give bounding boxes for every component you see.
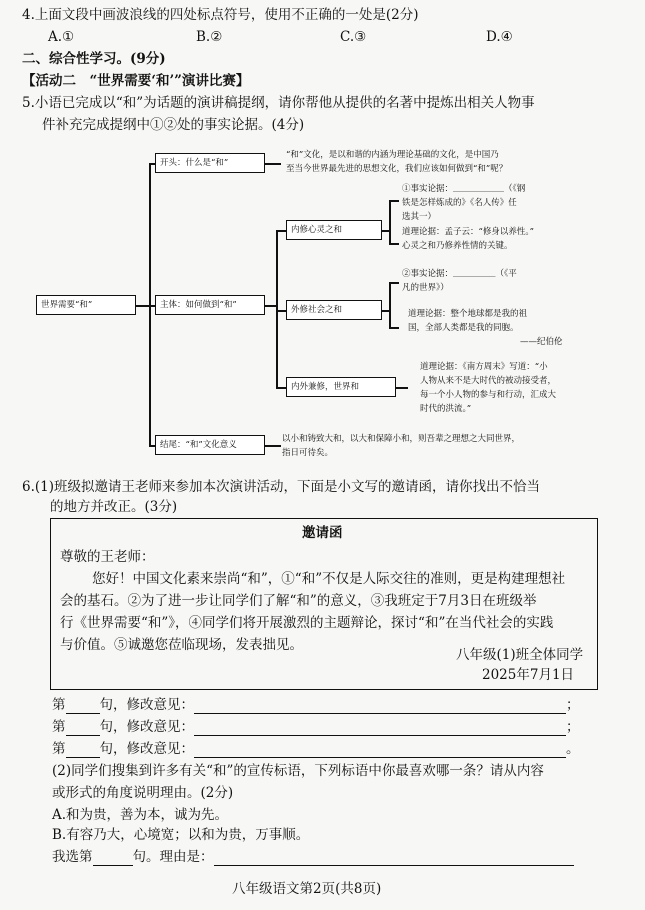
sub1-text-5: 心灵之和乃修养性情的关键。 bbox=[402, 241, 513, 251]
answer-line-3 bbox=[52, 740, 580, 758]
end-text-1: 以小和铸致大和，以大和保障小和，则吾辈之理想之大同世界， bbox=[282, 434, 521, 444]
letter-body-line3: 行《世界需要“和”》，④同学们将开展激烈的主题辩论，探讨“和”在当代社会的实践 bbox=[60, 615, 554, 631]
sentence-number-blank[interactable] bbox=[66, 743, 100, 758]
activity-heading: 【活动二 “世界需要‘和’”演讲比赛】 bbox=[22, 73, 250, 89]
letter-body-line2: 会的基石。②为了进一步让同学们了解“和”的意义，③我班定于7月3日在班级举 bbox=[60, 593, 537, 609]
outline-body: 主体：如何做到“和” bbox=[155, 295, 265, 315]
sub2-text-5: ——纪伯伦 bbox=[520, 337, 563, 347]
sentence-number-blank[interactable] bbox=[66, 699, 100, 714]
answer-prefix: 第 bbox=[52, 697, 66, 713]
answer-end: ； bbox=[566, 719, 580, 735]
answer-label: 句，修改意见： bbox=[99, 719, 194, 735]
connector bbox=[389, 200, 391, 244]
letter-salutation: 尊敬的王老师： bbox=[60, 549, 155, 565]
q4-option-d: D.④ bbox=[486, 29, 513, 45]
sub3-text-3: 每一个小人物的参与和行动，汇成大 bbox=[420, 390, 557, 400]
outline-sub2: 外修社会之和 bbox=[286, 300, 382, 320]
connector bbox=[396, 387, 408, 389]
letter-body-line4: 与价值。⑤诚邀您莅临现场，发表拙见。 bbox=[60, 637, 303, 653]
choice-line bbox=[52, 848, 574, 866]
outline-root: 世界需要“和” bbox=[36, 295, 136, 315]
slogan-option-a: A.和为贵，善为本，诚为先。 bbox=[52, 807, 229, 823]
q4-option-c: C.③ bbox=[340, 29, 367, 45]
sub3-text-1: 道理论据：《南方周末》写道：“小 bbox=[420, 362, 548, 372]
letter-signature: 八年级(1)班全体同学 bbox=[456, 647, 584, 663]
answer-line-2 bbox=[52, 718, 580, 736]
answer-label: 句，修改意见： bbox=[99, 697, 194, 713]
q4-option-b: B.② bbox=[196, 29, 223, 45]
revision-blank[interactable] bbox=[194, 743, 566, 758]
sub3-text-2: 人物从来不是大时代的被动接受者， bbox=[420, 376, 557, 386]
q6-part1-line1: 6.(1)班级拟邀请王老师来参加本次演讲活动，下面是小文写的邀请函，请你找出不恰当 bbox=[22, 479, 541, 495]
sub1-text-4: 道理论据：孟子云：“修身以养性。” bbox=[402, 227, 534, 237]
outline-end: 结尾：“和”文化意义 bbox=[155, 435, 265, 455]
q6-part2-line1: (2)同学们搜集到许多有关“和”的宣传标语，下列标语中你最喜欢哪一条？请从内容 bbox=[52, 763, 544, 779]
connector bbox=[276, 310, 286, 312]
sub2-text-2: 凡的世界》） bbox=[402, 283, 449, 293]
connector bbox=[389, 200, 399, 202]
outline-open: 开头：什么是“和” bbox=[155, 153, 265, 173]
connector bbox=[276, 230, 286, 232]
sub1-text-2: 铁是怎样炼成的》《名人传》任 bbox=[402, 198, 517, 208]
sub2-text-4: 国，全部人类都是我的同胞。 bbox=[408, 323, 519, 333]
q5-line2: 件补充完成提纲中①②处的事实论据。(4分) bbox=[42, 117, 305, 133]
q6-part1-line2: 的地方并改正。(3分) bbox=[50, 499, 178, 515]
slogan-option-b: B.有容乃大，心境宽；以和为贵，万事顺。 bbox=[52, 827, 310, 843]
connector bbox=[389, 243, 399, 245]
answer-label: 句，修改意见： bbox=[99, 741, 194, 757]
reason-label: 句。理由是： bbox=[132, 849, 214, 865]
q5-line1: 5.小语已完成以“和”为话题的演讲稿提纲，请你帮他从提供的名著中提炼出相关人物事 bbox=[22, 95, 535, 111]
revision-blank[interactable] bbox=[194, 721, 566, 736]
reason-blank[interactable] bbox=[214, 851, 574, 866]
connector bbox=[265, 163, 281, 165]
sub2-text-3: 道理论据：整个地球都是我的祖 bbox=[408, 309, 528, 319]
choice-blank[interactable] bbox=[93, 851, 133, 866]
section-heading: 二、综合性学习。(9分) bbox=[22, 51, 166, 67]
connector bbox=[136, 305, 150, 307]
sub1-text-3: 选其一） bbox=[402, 212, 437, 222]
choice-prefix: 我选第 bbox=[52, 849, 93, 865]
open-text-2: 至当今世界最先进的思想文化，我们应该如何做到“和”呢？ bbox=[286, 164, 508, 174]
connector bbox=[276, 387, 286, 389]
sub2-text-1: ②事实论据：＿＿＿＿＿（《平 bbox=[402, 269, 517, 279]
sentence-number-blank[interactable] bbox=[66, 721, 100, 736]
answer-prefix: 第 bbox=[52, 741, 66, 757]
q6-part2-line2: 或形式的角度说明理由。(2分) bbox=[52, 785, 234, 801]
q4-option-a: A.① bbox=[48, 29, 75, 45]
answer-end: ； bbox=[566, 697, 580, 713]
revision-blank[interactable] bbox=[194, 699, 566, 714]
connector bbox=[265, 445, 281, 447]
answer-prefix: 第 bbox=[52, 719, 66, 735]
connector bbox=[389, 282, 391, 328]
sub1-text-1: ①事实论据：＿＿＿＿＿＿（《钢 bbox=[402, 184, 526, 194]
q4-stem: 4.上面文段中画波浪线的四处标点符号，使用不正确的一处是(2分) bbox=[22, 7, 419, 23]
connector bbox=[389, 282, 399, 284]
letter-title: 邀请函 bbox=[302, 525, 343, 541]
letter-date: 2025年7月1日 bbox=[482, 667, 575, 683]
connector bbox=[276, 230, 278, 388]
connector bbox=[389, 327, 399, 329]
sub3-text-4: 时代的洪流。” bbox=[420, 404, 472, 414]
letter-body-line1: 您好！中国文化素来崇尚“和”，①“和”不仅是人际交往的准则，更是构建理想社 bbox=[92, 571, 566, 587]
outline-sub1: 内修心灵之和 bbox=[286, 220, 382, 240]
answer-line-1 bbox=[52, 696, 580, 714]
open-text-1: “和”文化，是以和谐的内涵为理论基础的文化，是中国乃 bbox=[286, 150, 499, 160]
outline-sub3: 内外兼修，世界和 bbox=[286, 377, 396, 397]
end-text-2: 指日可待矣。 bbox=[282, 448, 334, 458]
answer-end: 。 bbox=[566, 741, 580, 757]
page-footer: 八年级语文第2页(共8页) bbox=[232, 881, 382, 897]
